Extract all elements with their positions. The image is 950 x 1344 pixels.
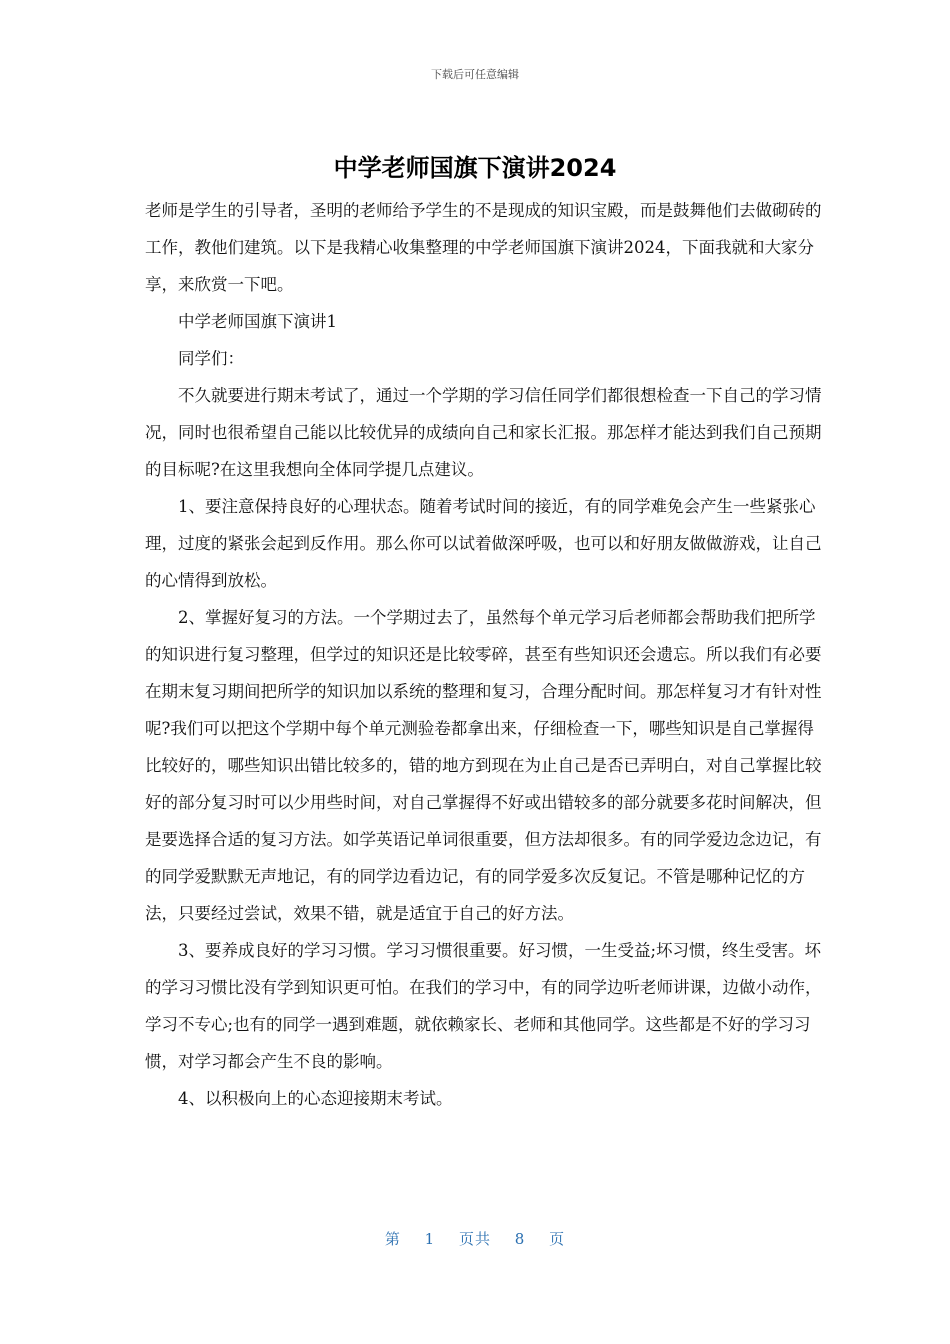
paragraph-point-1: 1、要注意保持良好的心理状态。随着考试时间的接近，有的同学难免会产生一些紧张心理，过度的紧张会起到反作用。那么你可以试着做深呼吸，也可以和好朋友做做游戏，让自己的心情得到放松。 [145,497,822,590]
footer-word-page: 第 [384,1230,401,1248]
document-body [145,192,825,1117]
page-footer [0,1228,950,1249]
paragraph-intro: 老师是学生的引导者，圣明的老师给予学生的不是现成的知识宝殿，而是鼓舞他们去做砌砖的工作，教他们建筑。以下是我精心收集整理的中学老师国旗下演讲2024，下面我就和大家分享，来欣赏一下吧。 [145,201,822,294]
document-title: 中学老师国旗下演讲2024 [333,154,617,182]
paragraph-opening: 不久就要进行期末考试了，通过一个学期的学习信任同学们都很想检查一下自己的学习情况，同时也很希望自己能以比较优异的成绩向自己和家长汇报。那怎样才能达到我们自己预期的目标呢?在这里我想向全体同学提几点建议。 [145,386,822,479]
footer-word-of-total: 页共 [458,1230,491,1248]
paragraph-point-2: 2、掌握好复习的方法。一个学期过去了，虽然每个单元学习后老师都会帮助我们把所学的知识进行复习整理，但学过的知识还是比较零碎，甚至有些知识还会遗忘。所以我们有必要在期末复习期间把所学的知识加以系统的整理和复习，合理分配时间。那怎样复习才有针对性呢?我们可以把这个学期中每个单元测验卷都拿出来，仔细检查一下，哪些知识是自己掌握得比较好的，哪些知识出错比较多的，错的地方到现在为止自己是否已弄明白，对自己掌握比较好的部分复习时可以少用些时间，对自己掌握得不好或出错较多的部分就要多花时间解决，但是要选择合适的复习方法。如学英语记单词很重要，但方法却很多。有的同学爱边念边记，有的同学爱默默无声地记，有的同学边看边记，有的同学爱多次反复记。不管是哪种记忆的方法，只要经过尝试，效果不错，就是适宜于自己的好方法。 [145,608,822,923]
paragraph-point-3: 3、要养成良好的学习习惯。学习习惯很重要。好习惯，一生受益;坏习惯，终生受害。坏的学习习惯比没有学到知识更可怕。在我们的学习中，有的同学边听老师讲课，边做小动作，学习不专心;也有的同学一遇到难题，就依赖家长、老师和其他同学。这些都是不好的学习习惯，对学习都会产生不良的影响。 [145,941,822,1071]
paragraph-greeting: 同学们： [178,349,244,368]
page-header-note: 下载后可任意编辑 [431,68,519,81]
paragraph-point-4: 4、以积极向上的心态迎接期末考试。 [178,1089,453,1108]
footer-total-pages: 8 [514,1230,526,1248]
footer-current-page: 1 [424,1230,436,1248]
footer-word-page-end: 页 [549,1230,566,1248]
paragraph-subtitle: 中学老师国旗下演讲1 [178,312,337,331]
